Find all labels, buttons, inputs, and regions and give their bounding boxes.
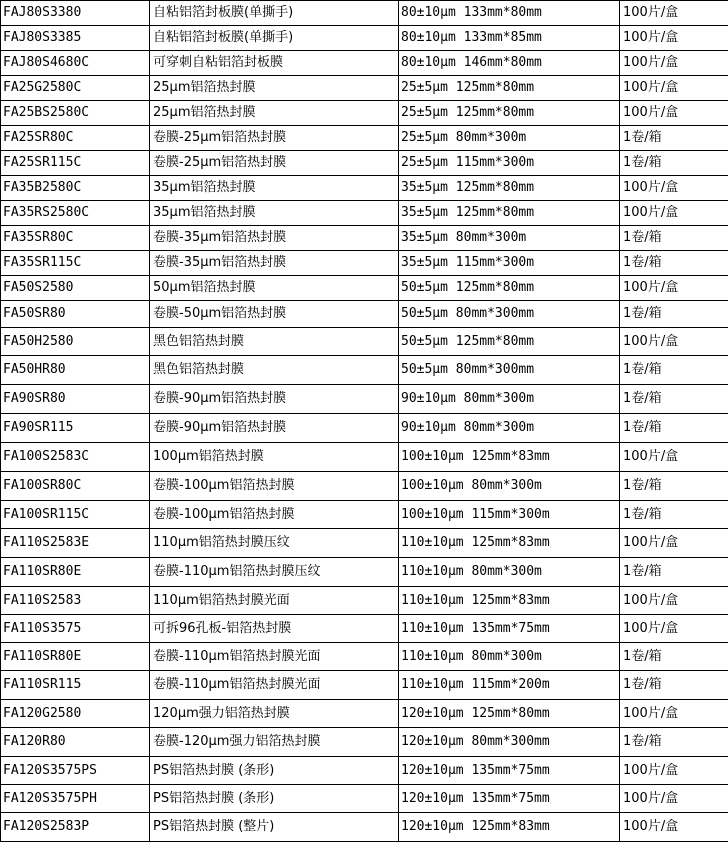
product-name-cell: 35μm铝箔热封膜: [150, 176, 399, 201]
product-code-cell: FA110SR115: [1, 671, 150, 700]
product-code-cell: FA100SR80C: [1, 472, 150, 501]
product-name-cell: 25μm铝箔热封膜: [150, 101, 399, 126]
product-name-cell: PS铝箔热封膜 (条形): [150, 785, 399, 813]
product-name-cell: 110μm铝箔热封膜压纹: [150, 529, 399, 558]
table-row: [1, 201, 728, 226]
product-name-cell: 自粘铝箔封板膜(单撕手): [150, 26, 399, 51]
product-name-cell: 卷膜-110μm铝箔热封膜光面: [150, 643, 399, 671]
product-code-cell: FA35SR80C: [1, 226, 150, 251]
table-row: [1, 587, 728, 615]
product-spec-cell: 25±5μm 125mm*80mm: [399, 101, 620, 126]
product-name-cell: 卷膜-90μm铝箔热封膜: [150, 414, 399, 443]
product-code-cell: FA90SR80: [1, 385, 150, 414]
product-pack-cell: 1卷/箱: [620, 472, 728, 501]
product-spec-cell: 50±5μm 80mm*300mm: [399, 356, 620, 385]
product-name-cell: 卷膜-110μm铝箔热封膜光面: [150, 671, 399, 700]
product-name-cell: 120μm强力铝箔热封膜: [150, 700, 399, 728]
product-spec-cell: 25±5μm 80mm*300m: [399, 126, 620, 151]
product-name-cell: 卷膜-50μm铝箔热封膜: [150, 301, 399, 328]
table-row: [1, 26, 728, 51]
product-spec-cell: 110±10μm 115mm*200m: [399, 671, 620, 700]
table-row: [1, 51, 728, 76]
product-pack-cell: 100片/盒: [620, 26, 728, 51]
product-spec-cell: 120±10μm 125mm*83mm: [399, 813, 620, 842]
product-name-cell: 110μm铝箔热封膜光面: [150, 587, 399, 615]
product-pack-cell: 1卷/箱: [620, 414, 728, 443]
product-code-cell: FA120S2583P: [1, 813, 150, 842]
table-row: [1, 671, 728, 700]
product-pack-cell: 100片/盒: [620, 615, 728, 643]
product-pack-cell: 100片/盒: [620, 76, 728, 101]
product-pack-cell: 100片/盒: [620, 785, 728, 813]
product-spec-cell: 25±5μm 125mm*80mm: [399, 76, 620, 101]
product-name-cell: 黑色铝箔热封膜: [150, 356, 399, 385]
product-spec-cell: 50±5μm 125mm*80mm: [399, 328, 620, 356]
product-spec-cell: 110±10μm 80mm*300m: [399, 558, 620, 587]
product-pack-cell: 100片/盒: [620, 1, 728, 26]
product-code-cell: FA25G2580C: [1, 76, 150, 101]
product-code-cell: FA25SR80C: [1, 126, 150, 151]
product-name-cell: PS铝箔热封膜 (整片): [150, 813, 399, 842]
product-spec-cell: 90±10μm 80mm*300m: [399, 414, 620, 443]
product-spec-cell: 50±5μm 125mm*80mm: [399, 276, 620, 301]
table-row: [1, 813, 728, 842]
table-row: [1, 558, 728, 587]
table-row: [1, 615, 728, 643]
product-code-cell: FA110SR80E: [1, 558, 150, 587]
product-code-cell: FA25SR115C: [1, 151, 150, 176]
table-row: [1, 443, 728, 472]
product-name-cell: 卷膜-25μm铝箔热封膜: [150, 151, 399, 176]
product-spec-cell: 120±10μm 135mm*75mm: [399, 785, 620, 813]
product-code-cell: FA50S2580: [1, 276, 150, 301]
product-pack-cell: 1卷/箱: [620, 671, 728, 700]
product-name-cell: 可穿刺自粘铝箔封板膜: [150, 51, 399, 76]
table-row: [1, 643, 728, 671]
product-pack-cell: 100片/盒: [620, 587, 728, 615]
product-name-cell: 25μm铝箔热封膜: [150, 76, 399, 101]
product-pack-cell: 1卷/箱: [620, 356, 728, 385]
table-row: [1, 276, 728, 301]
table-row: [1, 385, 728, 414]
product-code-cell: FA35B2580C: [1, 176, 150, 201]
product-pack-cell: 1卷/箱: [620, 385, 728, 414]
product-pack-cell: 1卷/箱: [620, 728, 728, 757]
table-row: [1, 501, 728, 529]
product-code-cell: FA35SR115C: [1, 251, 150, 276]
product-spec-cell: 120±10μm 135mm*75mm: [399, 757, 620, 785]
product-pack-cell: 1卷/箱: [620, 643, 728, 671]
product-name-cell: 卷膜-100μm铝箔热封膜: [150, 501, 399, 529]
table-row: [1, 126, 728, 151]
product-spec-cell: 35±5μm 125mm*80mm: [399, 176, 620, 201]
product-pack-cell: 100片/盒: [620, 443, 728, 472]
product-spec-cell: 100±10μm 80mm*300m: [399, 472, 620, 501]
product-name-cell: 卷膜-35μm铝箔热封膜: [150, 251, 399, 276]
table-row: [1, 176, 728, 201]
product-code-cell: FA110S2583: [1, 587, 150, 615]
product-code-cell: FA50SR80: [1, 301, 150, 328]
table-row: [1, 414, 728, 443]
product-pack-cell: 100片/盒: [620, 328, 728, 356]
product-name-cell: 卷膜-120μm强力铝箔热封膜: [150, 728, 399, 757]
product-spec-cell: 35±5μm 125mm*80mm: [399, 201, 620, 226]
product-name-cell: 50μm铝箔热封膜: [150, 276, 399, 301]
product-spec-cell: 120±10μm 80mm*300mm: [399, 728, 620, 757]
product-spec-cell: 110±10μm 135mm*75mm: [399, 615, 620, 643]
product-name-cell: 卷膜-90μm铝箔热封膜: [150, 385, 399, 414]
product-pack-cell: 100片/盒: [620, 757, 728, 785]
product-pack-cell: 100片/盒: [620, 176, 728, 201]
product-pack-cell: 100片/盒: [620, 700, 728, 728]
product-spec-cell: 35±5μm 80mm*300m: [399, 226, 620, 251]
product-code-cell: FA110SR80E: [1, 643, 150, 671]
product-code-cell: FA100SR115C: [1, 501, 150, 529]
table-row: [1, 785, 728, 813]
product-pack-cell: 1卷/箱: [620, 251, 728, 276]
product-spec-cell: 80±10μm 133mm*85mm: [399, 26, 620, 51]
product-code-cell: FA90SR115: [1, 414, 150, 443]
product-pack-cell: 1卷/箱: [620, 151, 728, 176]
table-row: [1, 151, 728, 176]
product-pack-cell: 1卷/箱: [620, 558, 728, 587]
product-name-cell: 可拆96孔板-铝箔热封膜: [150, 615, 399, 643]
table-row: [1, 76, 728, 101]
product-pack-cell: 100片/盒: [620, 813, 728, 842]
product-name-cell: 35μm铝箔热封膜: [150, 201, 399, 226]
product-code-cell: FA120G2580: [1, 700, 150, 728]
product-spec-cell: 100±10μm 115mm*300m: [399, 501, 620, 529]
product-code-cell: FA25BS2580C: [1, 101, 150, 126]
product-spec-cell: 120±10μm 125mm*80mm: [399, 700, 620, 728]
product-spec-cell: 90±10μm 80mm*300m: [399, 385, 620, 414]
product-pack-cell: 100片/盒: [620, 51, 728, 76]
product-spec-cell: 50±5μm 80mm*300mm: [399, 301, 620, 328]
product-name-cell: 卷膜-25μm铝箔热封膜: [150, 126, 399, 151]
product-spec-cell: 25±5μm 115mm*300m: [399, 151, 620, 176]
product-code-cell: FA110S2583E: [1, 529, 150, 558]
product-name-cell: 卷膜-100μm铝箔热封膜: [150, 472, 399, 501]
table-row: [1, 1, 728, 26]
table-row: [1, 472, 728, 501]
product-code-cell: FA120S3575PH: [1, 785, 150, 813]
product-pack-cell: 1卷/箱: [620, 226, 728, 251]
table-row: [1, 328, 728, 356]
product-pack-cell: 1卷/箱: [620, 501, 728, 529]
product-pack-cell: 100片/盒: [620, 276, 728, 301]
product-name-cell: 100μm铝箔热封膜: [150, 443, 399, 472]
table-row: [1, 700, 728, 728]
table-row: [1, 251, 728, 276]
product-name-cell: 卷膜-35μm铝箔热封膜: [150, 226, 399, 251]
product-code-cell: FA100S2583C: [1, 443, 150, 472]
product-spec-cell: 35±5μm 115mm*300m: [399, 251, 620, 276]
table-row: [1, 301, 728, 328]
product-pack-cell: 1卷/箱: [620, 301, 728, 328]
product-name-cell: 自粘铝箔封板膜(单撕手): [150, 1, 399, 26]
product-pack-cell: 100片/盒: [620, 529, 728, 558]
product-code-cell: FA35RS2580C: [1, 201, 150, 226]
product-spec-cell: 110±10μm 125mm*83mm: [399, 529, 620, 558]
table-row: [1, 529, 728, 558]
table-row: [1, 226, 728, 251]
product-code-cell: FA120R80: [1, 728, 150, 757]
product-spec-cell: 80±10μm 146mm*80mm: [399, 51, 620, 76]
product-code-cell: FAJ80S4680C: [1, 51, 150, 76]
product-code-cell: FA110S3575: [1, 615, 150, 643]
product-code-cell: FAJ80S3380: [1, 1, 150, 26]
product-table-body: [1, 1, 728, 842]
product-code-cell: FA120S3575PS: [1, 757, 150, 785]
table-row: [1, 728, 728, 757]
product-spec-cell: 110±10μm 125mm*83mm: [399, 587, 620, 615]
product-pack-cell: 1卷/箱: [620, 126, 728, 151]
product-name-cell: 黑色铝箔热封膜: [150, 328, 399, 356]
product-code-cell: FA50HR80: [1, 356, 150, 385]
product-spec-cell: 100±10μm 125mm*83mm: [399, 443, 620, 472]
table-row: [1, 101, 728, 126]
product-code-cell: FA50H2580: [1, 328, 150, 356]
product-pack-cell: 100片/盒: [620, 101, 728, 126]
product-spec-cell: 110±10μm 80mm*300m: [399, 643, 620, 671]
product-pack-cell: 100片/盒: [620, 201, 728, 226]
table-row: [1, 757, 728, 785]
table-row: [1, 356, 728, 385]
product-name-cell: 卷膜-110μm铝箔热封膜压纹: [150, 558, 399, 587]
product-name-cell: PS铝箔热封膜 (条形): [150, 757, 399, 785]
product-code-cell: FAJ80S3385: [1, 26, 150, 51]
product-spec-cell: 80±10μm 133mm*80mm: [399, 1, 620, 26]
